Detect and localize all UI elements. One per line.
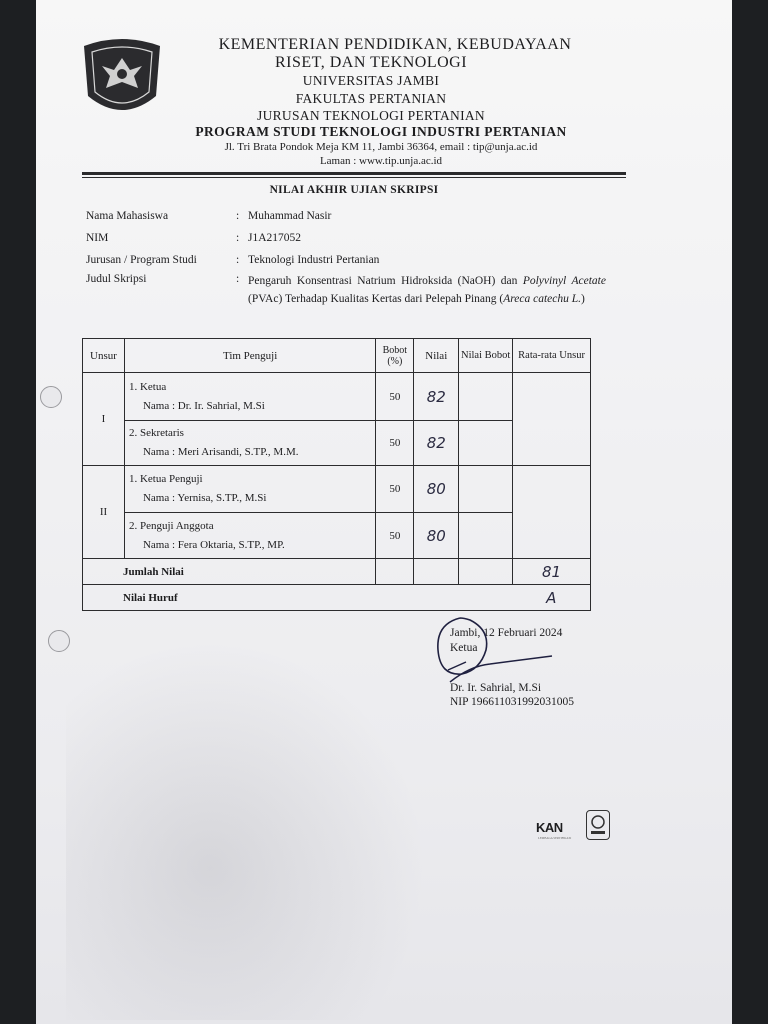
bobot-cell: 50 [376,373,414,421]
nilai-bobot-cell [459,513,513,559]
nilai-bobot-cell [459,421,513,466]
letterhead-faculty: FAKULTAS PERTANIAN [295,91,447,106]
nilai-bobot-cell [459,373,513,421]
examiner-name: Nama : Fera Oktaria, S.TP., MP. [142,538,285,551]
examiner-cell [124,373,375,421]
certification-mark-icon [587,811,609,839]
signature-place-date: Jambi, 12 Februari 2024 [450,627,563,639]
letterhead-department: JURUSAN TEKNOLOGI PERTANIAN [257,108,485,123]
signatory-nip: NIP 196611031992031005 [450,696,575,708]
kan-logo: KAN [536,820,563,835]
jumlah-nilai-label: Jumlah Nilai [83,559,376,585]
student-name: Muhammad Nasir [248,210,332,222]
certification-icon [586,810,610,840]
bobot-cell: 50 [376,513,414,559]
bobot-cell: 50 [376,421,414,466]
examiner-name: Nama : Meri Arisandi, S.TP., M.M. [142,446,299,458]
rata-rata-cell [513,466,591,559]
nim-label: NIM [86,232,109,244]
nilai-huruf-label: Nilai Huruf [83,585,513,611]
empty-cell [414,559,459,585]
colon: : [236,254,240,266]
examiner-cell [124,466,375,513]
handwritten-signature [430,610,563,690]
examiner-role: 2. Sekretaris [128,427,184,440]
thesis-title-italic: Polyvinyl Acetate [522,275,606,287]
shadow-overlay [66,640,426,1020]
nim-value: J1A217052 [248,232,302,244]
bobot-cell: 50 [376,466,414,513]
header-nilai: Nilai [414,339,459,373]
examiner-role: 1. Ketua [128,380,167,393]
empty-cell [376,559,414,585]
jumlah-nilai-row [83,559,591,585]
jumlah-nilai-value: 81 [513,559,591,585]
thesis-title-italic: Areca catechu L. [503,292,582,305]
rata-rata-cell [513,373,591,466]
letterhead-website: Laman : www.tip.unja.ac.id [319,155,443,167]
table-row [83,466,591,513]
nilai-huruf-value: A [513,585,591,611]
nilai-cell: 80 [414,466,459,513]
letterhead-university: UNIVERSITAS JAMBI [302,73,440,88]
examiner-name: Nama : Yernisa, S.TP., M.Si [142,492,267,504]
thesis-title-part: (PVAc) Terhadap Kualitas Kertas dari Pelepah Pinang ( [248,292,504,305]
thesis-title [248,273,606,309]
student-name-label: Nama Mahasiswa [86,210,169,222]
unsur-cell: II [83,466,125,559]
nilai-huruf-row [83,585,591,611]
header-rata-rata: Rata-rata Unsur [513,339,591,373]
colon: : [236,273,240,285]
letterhead-program: PROGRAM STUDI TEKNOLOGI INDUSTRI PERTANIAN [195,124,567,139]
header-rule [82,172,626,175]
letterhead-ministry-2: RISET, DAN TEKNOLOGI [274,54,468,71]
header-tim-penguji: Tim Penguji [124,339,375,373]
examiner-role: 1. Ketua Penguji [128,473,203,486]
header-rule-thin [82,177,626,178]
thesis-title-part: Pengaruh Konsentrasi Natrium Hidroksida (NaOH) dan [248,275,523,287]
examiner-name: Nama : Dr. Ir. Sahrial, M.Si [142,399,265,412]
nilai-cell: 82 [414,421,459,466]
table-header-row [83,339,591,373]
punch-hole [48,630,70,652]
examiner-cell [124,513,375,559]
nilai-bobot-cell [459,466,513,513]
grade-table [82,338,591,611]
punch-hole [40,386,62,408]
program-label: Jurusan / Program Studi [86,254,197,266]
letterhead-ministry: KEMENTERIAN PENDIDIKAN, KEBUDAYAAN [218,36,572,53]
header-bobot: Bobot (%) [376,339,414,373]
document-title: NILAI AKHIR UJIAN SKRIPSI [269,184,439,196]
nilai-cell: 82 [414,373,459,421]
header-unsur: Unsur [83,339,125,373]
program-value: Teknologi Industri Pertanian [248,254,380,266]
table-row [83,373,591,421]
kan-subtext: LEMBAGA SERTIFIKASI [538,836,572,840]
examiner-role: 2. Penguji Anggota [128,519,214,532]
letterhead-address: Jl. Tri Brata Pondok Meja KM 11, Jambi 36364, email : tip@unja.ac.id [224,141,538,153]
examiner-cell [124,421,375,466]
colon: : [236,232,240,244]
signatory-name: Dr. Ir. Sahrial, M.Si [450,682,542,694]
empty-cell [459,559,513,585]
thesis-title-part: ) [581,292,585,305]
signature-role: Ketua [450,642,478,654]
unsur-cell: I [83,373,125,466]
header-nilai-bobot: Nilai Bobot [459,339,513,373]
nilai-cell: 80 [414,513,459,559]
colon: : [236,210,240,222]
thesis-label: Judul Skripsi [86,273,147,285]
